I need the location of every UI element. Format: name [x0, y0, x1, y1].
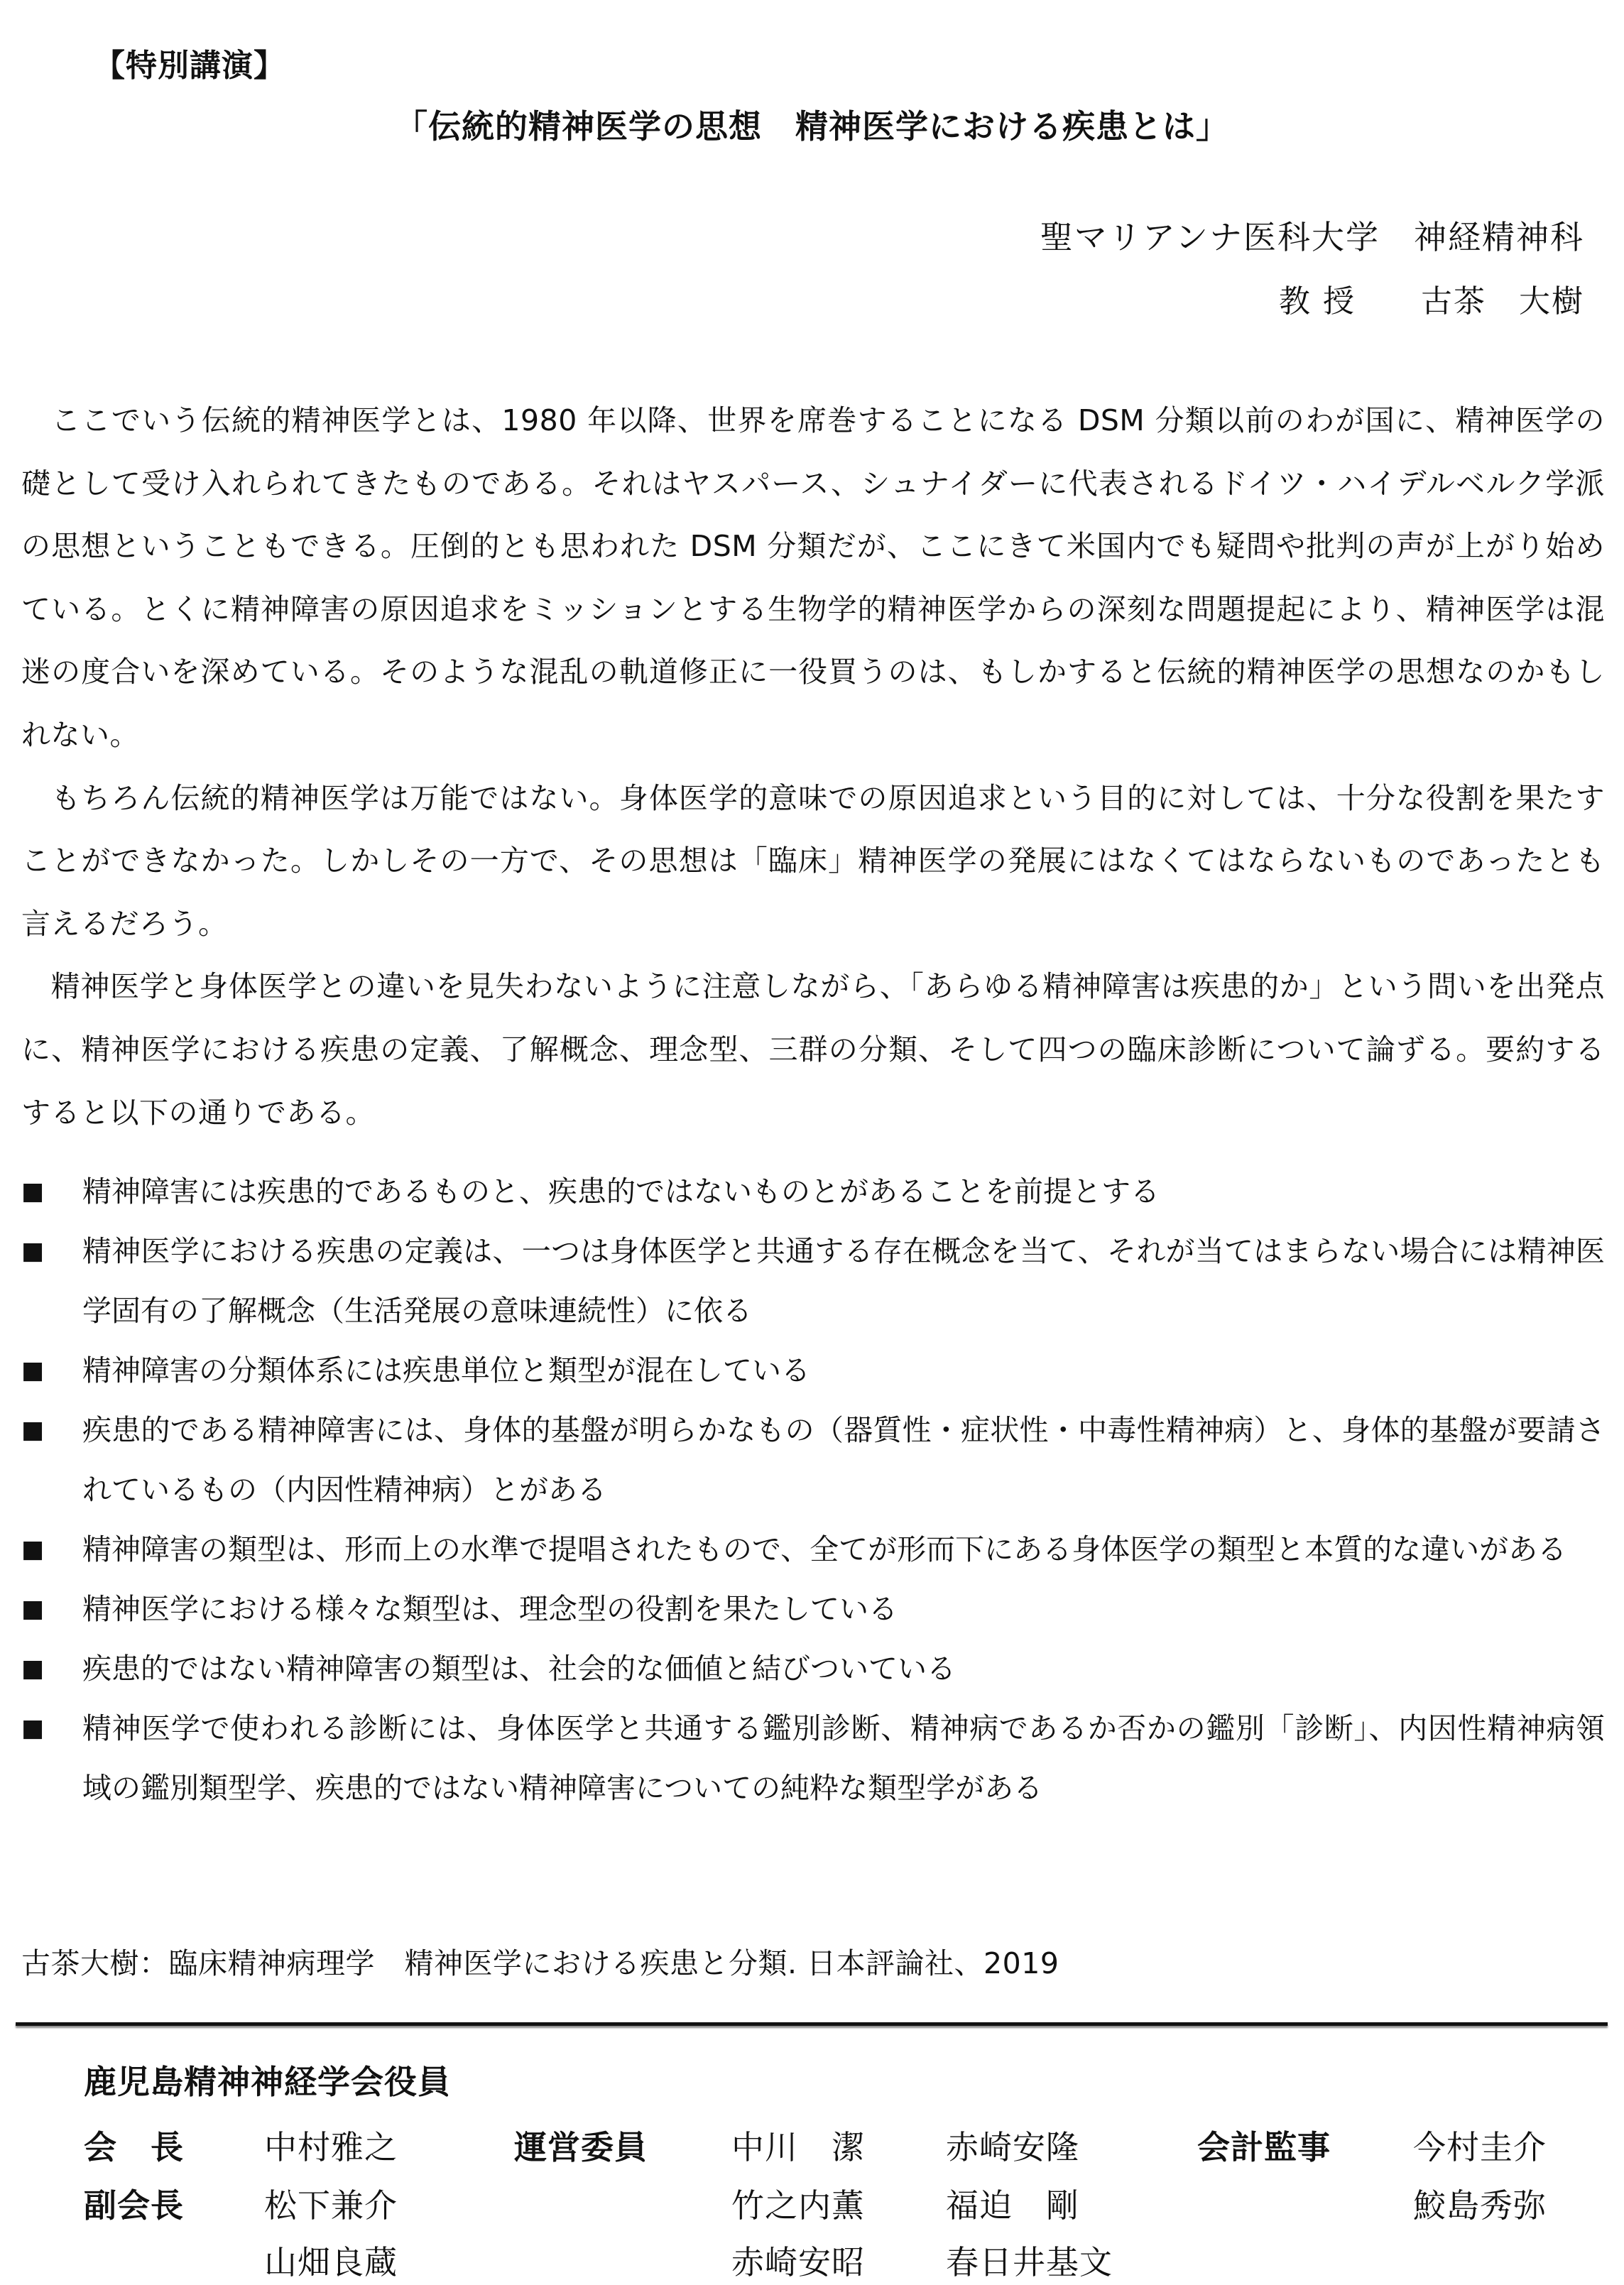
summary-item-text: 精神医学における様々な類型は、理念型の役割を果たしている: [82, 1592, 898, 1626]
summary-item: [21, 1221, 1605, 1341]
committee-member: 中川 潔: [731, 2128, 865, 2166]
president-name: 中村雅之: [264, 2128, 398, 2166]
body-paragraph: 精神医学と身体医学との違いを見失わないように注意しながら、「あらゆる精神障害は疾患的か」という問いを出発点に、精神医学における疾患の定義、了解概念、理念型、三群の分類、そして四つの臨床診断について論ずる。要約するすると以下の通りである。: [21, 969, 1605, 1130]
square-bullet-icon: ■: [21, 1654, 45, 1683]
square-bullet-icon: ■: [21, 1595, 45, 1623]
square-bullet-icon: ■: [21, 1177, 45, 1206]
committee-member: 竹之内薫: [731, 2186, 865, 2225]
summary-item-text: 疾患的である精神障害には、身体的基盤が明らかなもの（器質性・症状性・中毒性精神病）と、身体的基盤が要請されているもの（内因性精神病）とがある: [82, 1413, 1605, 1507]
section-tag: 【特別講演】: [94, 48, 285, 84]
vice-president-name: 松下兼介: [264, 2186, 398, 2225]
summary-item: [21, 1639, 1605, 1698]
reference-citation: 古茶大樹：臨床精神病理学 精神医学における疾患と分類. 日本評論社、2019: [21, 1946, 1059, 1980]
author-title: 教 授: [1279, 283, 1356, 320]
body-paragraph: ここでいう伝統的精神医学とは、1980 年以降、世界を席巻することになる DSM 分類以前のわが国に、精神医学の礎として受け入れられてきたものである。それはヤスパース、シュナイダーに代表されるドイツ・ハイデルベルク学派の思想ということもできる。圧倒的とも思われた DSM 分類だが、ここにきて米国内でも疑問や批判の声が上がり始めている。とくに精神障害の原因追求をミッションとする生物学的精神医学からの深刻な問題提起により、精神医学は混迷の度合いを深めている。そのような混乱の軌道修正に一役買うのは、もしかすると伝統的精神医学の思想なのかもしれない。: [21, 403, 1605, 752]
committee-member: 福迫 剛: [946, 2186, 1079, 2225]
vice-president-name: 山畑良蔵: [264, 2243, 398, 2281]
summary-item-text: 精神障害の類型は、形而上の水準で提唱されたもので、全てが形而下にある身体医学の類型と本質的な違いがある: [82, 1532, 1567, 1566]
summary-item: [21, 1579, 1605, 1639]
square-bullet-icon: ■: [21, 1356, 45, 1385]
summary-item-text: 精神医学における疾患の定義は、一つは身体医学と共通する存在概念を当て、それが当てはまらない場合には精神医学固有の了解概念（生活発展の意味連続性）に依る: [82, 1234, 1605, 1328]
author-gap: [1356, 283, 1421, 320]
author-line: [1279, 276, 1584, 321]
square-bullet-icon: ■: [21, 1535, 45, 1564]
square-bullet-icon: ■: [21, 1416, 45, 1444]
auditor-name: 今村圭介: [1413, 2128, 1547, 2166]
summary-item-text: 精神障害には疾患的であるものと、疾患的ではないものとがあることを前提とする: [82, 1174, 1160, 1209]
committee-member: 赤崎安隆: [946, 2128, 1079, 2166]
lecture-title: 「伝統的精神医学の思想 精神医学における疾患とは」: [395, 107, 1229, 146]
section-divider: [16, 2022, 1608, 2026]
summary-item: [21, 1698, 1605, 1818]
summary-item-text: 疾患的ではない精神障害の類型は、社会的な価値と結びついている: [82, 1652, 956, 1686]
body-text: [21, 389, 1605, 1144]
committee-label: 運営委員: [514, 2128, 648, 2166]
author-name: 古茶 大樹: [1421, 283, 1584, 320]
body-paragraph: もちろん伝統的精神医学は万能ではない。身体医学的意味での原因追求という目的に対しては、十分な役割を果たすことができなかった。しかしその一方で、その思想は「臨床」精神医学の発展にはなくてはならないものであったとも言えるだろう。: [21, 780, 1605, 941]
square-bullet-icon: ■: [21, 1714, 45, 1743]
summary-item: [21, 1520, 1605, 1579]
square-bullet-icon: ■: [21, 1237, 45, 1265]
committee-member: 赤崎安昭: [731, 2243, 865, 2281]
officers-title: 鹿児島精神神経学会役員: [84, 2063, 451, 2101]
summary-item-text: 精神医学で使われる診断には、身体医学と共通する鑑別診断、精神病であるか否かの鑑別「診断」、内因性精神病領域の鑑別類型学、疾患的ではない精神障害についての純粋な類型学がある: [82, 1711, 1605, 1805]
author-affiliation: 聖マリアンナ医科大学 神経精神科: [1040, 218, 1584, 256]
president-label: 会 長: [84, 2128, 184, 2166]
committee-member: 春日井基文: [946, 2243, 1113, 2281]
auditor-name: 鮫島秀弥: [1413, 2186, 1547, 2225]
summary-item-text: 精神障害の分類体系には疾患単位と類型が混在している: [82, 1353, 810, 1387]
summary-item: [21, 1341, 1605, 1400]
auditor-label: 会計監事: [1197, 2128, 1331, 2166]
summary-item: [21, 1400, 1605, 1520]
summary-list: [21, 1162, 1605, 1818]
summary-item: [21, 1162, 1605, 1221]
vice-president-label: 副会長: [84, 2186, 184, 2225]
